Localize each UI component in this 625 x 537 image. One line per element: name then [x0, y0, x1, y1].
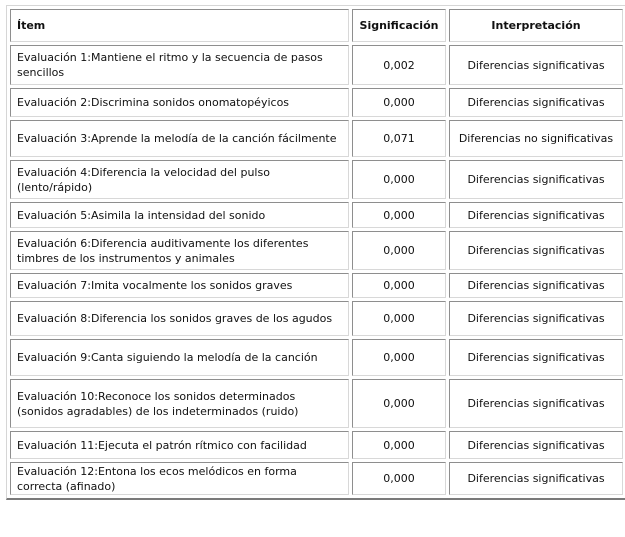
header-item: Ítem	[10, 9, 349, 42]
cell-interpretation: Diferencias significativas	[449, 431, 623, 459]
cell-item: Evaluación 6:Diferencia auditivamente los diferentes timbres de los instrumentos y animales	[10, 231, 349, 270]
cell-item: Evaluación 9:Canta siguiendo la melodía de la canción	[10, 339, 349, 376]
cell-interpretation: Diferencias significativas	[449, 160, 623, 199]
table-row	[10, 379, 623, 428]
cell-item: Evaluación 8:Diferencia los sonidos graves de los agudos	[10, 301, 349, 336]
cell-interpretation: Diferencias significativas	[449, 379, 623, 428]
header-interpretation: Interpretación	[449, 9, 623, 42]
cell-significance: 0,000	[352, 431, 446, 459]
header-significance: Significación	[352, 9, 446, 42]
cell-item: Evaluación 3:Aprende la melodía de la canción fácilmente	[10, 120, 349, 157]
table-row	[10, 202, 623, 228]
cell-interpretation: Diferencias significativas	[449, 45, 623, 85]
cell-item: Evaluación 12:Entona los ecos melódicos en forma correcta (afinado)	[10, 462, 349, 495]
table-row	[10, 160, 623, 199]
table-row	[10, 462, 623, 495]
cell-interpretation: Diferencias significativas	[449, 273, 623, 298]
cell-item: Evaluación 5:Asimila la intensidad del sonido	[10, 202, 349, 228]
table-row	[10, 120, 623, 157]
cell-interpretation: Diferencias significativas	[449, 301, 623, 336]
cell-significance: 0,000	[352, 160, 446, 199]
cell-significance: 0,000	[352, 273, 446, 298]
cell-significance: 0,000	[352, 379, 446, 428]
cell-interpretation: Diferencias significativas	[449, 462, 623, 495]
cell-interpretation: Diferencias no significativas	[449, 120, 623, 157]
cell-significance: 0,000	[352, 462, 446, 495]
table-row	[10, 88, 623, 117]
cell-significance: 0,000	[352, 202, 446, 228]
cell-item: Evaluación 10:Reconoce los sonidos determinados (sonidos agradables) de los indeterminados (ruido)	[10, 379, 349, 428]
table-row	[10, 231, 623, 270]
cell-significance: 0,000	[352, 231, 446, 270]
cell-significance: 0,071	[352, 120, 446, 157]
cell-interpretation: Diferencias significativas	[449, 88, 623, 117]
cell-item: Evaluación 2:Discrimina sonidos onomatopéyicos	[10, 88, 349, 117]
cell-significance: 0,002	[352, 45, 446, 85]
table-row	[10, 301, 623, 336]
cell-item: Evaluación 1:Mantiene el ritmo y la secuencia de pasos sencillos	[10, 45, 349, 85]
cell-item: Evaluación 4:Diferencia la velocidad del pulso (lento/rápido)	[10, 160, 349, 199]
cell-significance: 0,000	[352, 88, 446, 117]
table-row	[10, 273, 623, 298]
table-row	[10, 339, 623, 376]
cell-item: Evaluación 7:Imita vocalmente los sonidos graves	[10, 273, 349, 298]
table-row	[10, 45, 623, 85]
cell-interpretation: Diferencias significativas	[449, 339, 623, 376]
cell-interpretation: Diferencias significativas	[449, 231, 623, 270]
table-header-row	[10, 9, 623, 42]
cell-significance: 0,000	[352, 339, 446, 376]
cell-interpretation: Diferencias significativas	[449, 202, 623, 228]
results-table	[6, 5, 625, 500]
cell-significance: 0,000	[352, 301, 446, 336]
table-row	[10, 431, 623, 459]
cell-item: Evaluación 11:Ejecuta el patrón rítmico con facilidad	[10, 431, 349, 459]
